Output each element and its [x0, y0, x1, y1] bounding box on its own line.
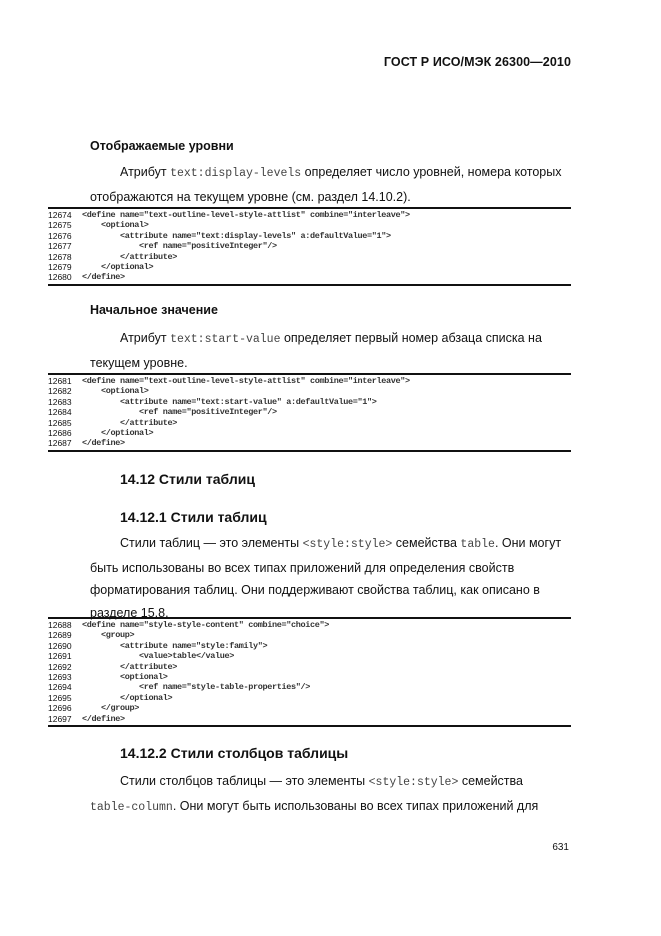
code-text: </attribute>: [82, 251, 178, 262]
code-text: <attribute name="text:display-levels" a:defaultValue="1">: [82, 230, 391, 241]
code-inline: text:display-levels: [170, 167, 302, 180]
line-number: 12675: [48, 220, 72, 231]
line-number: 12690: [48, 640, 72, 651]
line-number: 12692: [48, 661, 72, 672]
code-text: <ref name="positiveInteger"/>: [82, 407, 277, 418]
code-line: [48, 703, 571, 713]
code-text: </group>: [82, 703, 140, 714]
code-text: <optional>: [82, 386, 149, 397]
page-number: 631: [552, 842, 569, 853]
code-text: </attribute>: [82, 661, 178, 672]
line-number: 12691: [48, 651, 72, 662]
line-number: 12679: [48, 261, 72, 272]
code-text: <optional>: [82, 220, 149, 231]
code-text: </optional>: [82, 427, 154, 438]
line-number: 12687: [48, 438, 72, 449]
code-line: [48, 418, 571, 428]
code-text: <define name="text-outline-level-style-attlist" combine="interleave">: [82, 210, 410, 220]
code-text: </define>: [82, 438, 125, 449]
code-line: [48, 262, 571, 272]
line-number: 12682: [48, 386, 72, 397]
line-number: 12674: [48, 210, 72, 220]
code-text: </define>: [82, 272, 125, 283]
code-line: [48, 672, 571, 682]
code-line: [48, 651, 571, 661]
code-line: [48, 438, 571, 448]
code-listing-1: [48, 207, 571, 286]
code-line: [48, 231, 571, 241]
code-line: [48, 252, 571, 262]
line-number: 12688: [48, 620, 72, 630]
code-text: </optional>: [82, 692, 173, 703]
code-listing-2: [48, 373, 571, 452]
line-number: 12686: [48, 427, 72, 438]
heading-14-12-2: 14.12.2 Стили столбцов таблицы: [120, 745, 349, 761]
code-text: <ref name="style-table-properties"/>: [82, 682, 311, 693]
code-text: <attribute name="style:family">: [82, 640, 268, 651]
code-line: [48, 714, 571, 724]
paragraph-column-styles: Стили столбцов таблицы — это элементы <style:style> семейства table-column. Они могут быть использованы во всех типах приложений для: [90, 774, 539, 814]
line-number: 12693: [48, 671, 72, 682]
code-text: </define>: [82, 713, 125, 724]
code-line: [48, 428, 571, 438]
line-number: 12683: [48, 396, 72, 407]
paragraph-display-levels: Атрибут text:display-levels определяет число уровней, номера которых отображаются на текущем уровне (см. раздел 14.10.2).: [90, 165, 562, 204]
code-line: [48, 376, 571, 386]
code-text: <group>: [82, 630, 135, 641]
standard-header: ГОСТ Р ИСО/МЭК 26300—2010: [383, 55, 571, 69]
code-text: <define name="style-style-content" combine="choice">: [82, 620, 330, 630]
code-line: [48, 641, 571, 651]
heading-14-12-1: 14.12.1 Стили таблиц: [120, 509, 267, 525]
code-line: [48, 630, 571, 640]
code-line: [48, 620, 571, 630]
code-text: <ref name="positiveInteger"/>: [82, 241, 277, 252]
code-text: <attribute name="text:start-value" a:defaultValue="1">: [82, 396, 377, 407]
paragraph-start-value: Атрибут text:start-value определяет первый номер абзаца списка на текущем уровне.: [90, 331, 542, 370]
code-line: [48, 662, 571, 672]
section-title-start-value: Начальное значение: [90, 303, 218, 317]
code-text: </optional>: [82, 261, 154, 272]
code-line: [48, 220, 571, 230]
line-number: 12680: [48, 272, 72, 283]
heading-14-12: 14.12 Стили таблиц: [120, 471, 255, 487]
code-line: [48, 682, 571, 692]
line-number: 12694: [48, 682, 72, 693]
code-line: [48, 386, 571, 396]
paragraph-table-styles: Стили таблиц — это элементы <style:style> семейства table. Они могут быть использованы во всех типах приложений для определения свойств форматирования таблиц. Они поддерживают свойства таблиц, как описано в разделе 15.8.: [90, 536, 562, 620]
code-line: [48, 241, 571, 251]
line-number: 12681: [48, 376, 72, 386]
line-number: 12676: [48, 230, 72, 241]
code-line: [48, 407, 571, 417]
line-number: 12697: [48, 713, 72, 724]
code-text: <optional>: [82, 671, 168, 682]
code-line: [48, 693, 571, 703]
code-line: [48, 272, 571, 282]
line-number: 12695: [48, 692, 72, 703]
section-title-display-levels: Отображаемые уровни: [90, 139, 234, 153]
line-number: 12689: [48, 630, 72, 641]
line-number: 12684: [48, 407, 72, 418]
code-inline: text:start-value: [170, 333, 281, 346]
code-text: <value>table</value>: [82, 651, 235, 662]
code-text: </attribute>: [82, 417, 178, 428]
line-number: 12685: [48, 417, 72, 428]
line-number: 12677: [48, 241, 72, 252]
code-line: [48, 210, 571, 220]
code-text: <define name="text-outline-level-style-attlist" combine="interleave">: [82, 376, 410, 386]
code-listing-3: [48, 617, 571, 727]
code-line: [48, 397, 571, 407]
line-number: 12678: [48, 251, 72, 262]
line-number: 12696: [48, 703, 72, 714]
